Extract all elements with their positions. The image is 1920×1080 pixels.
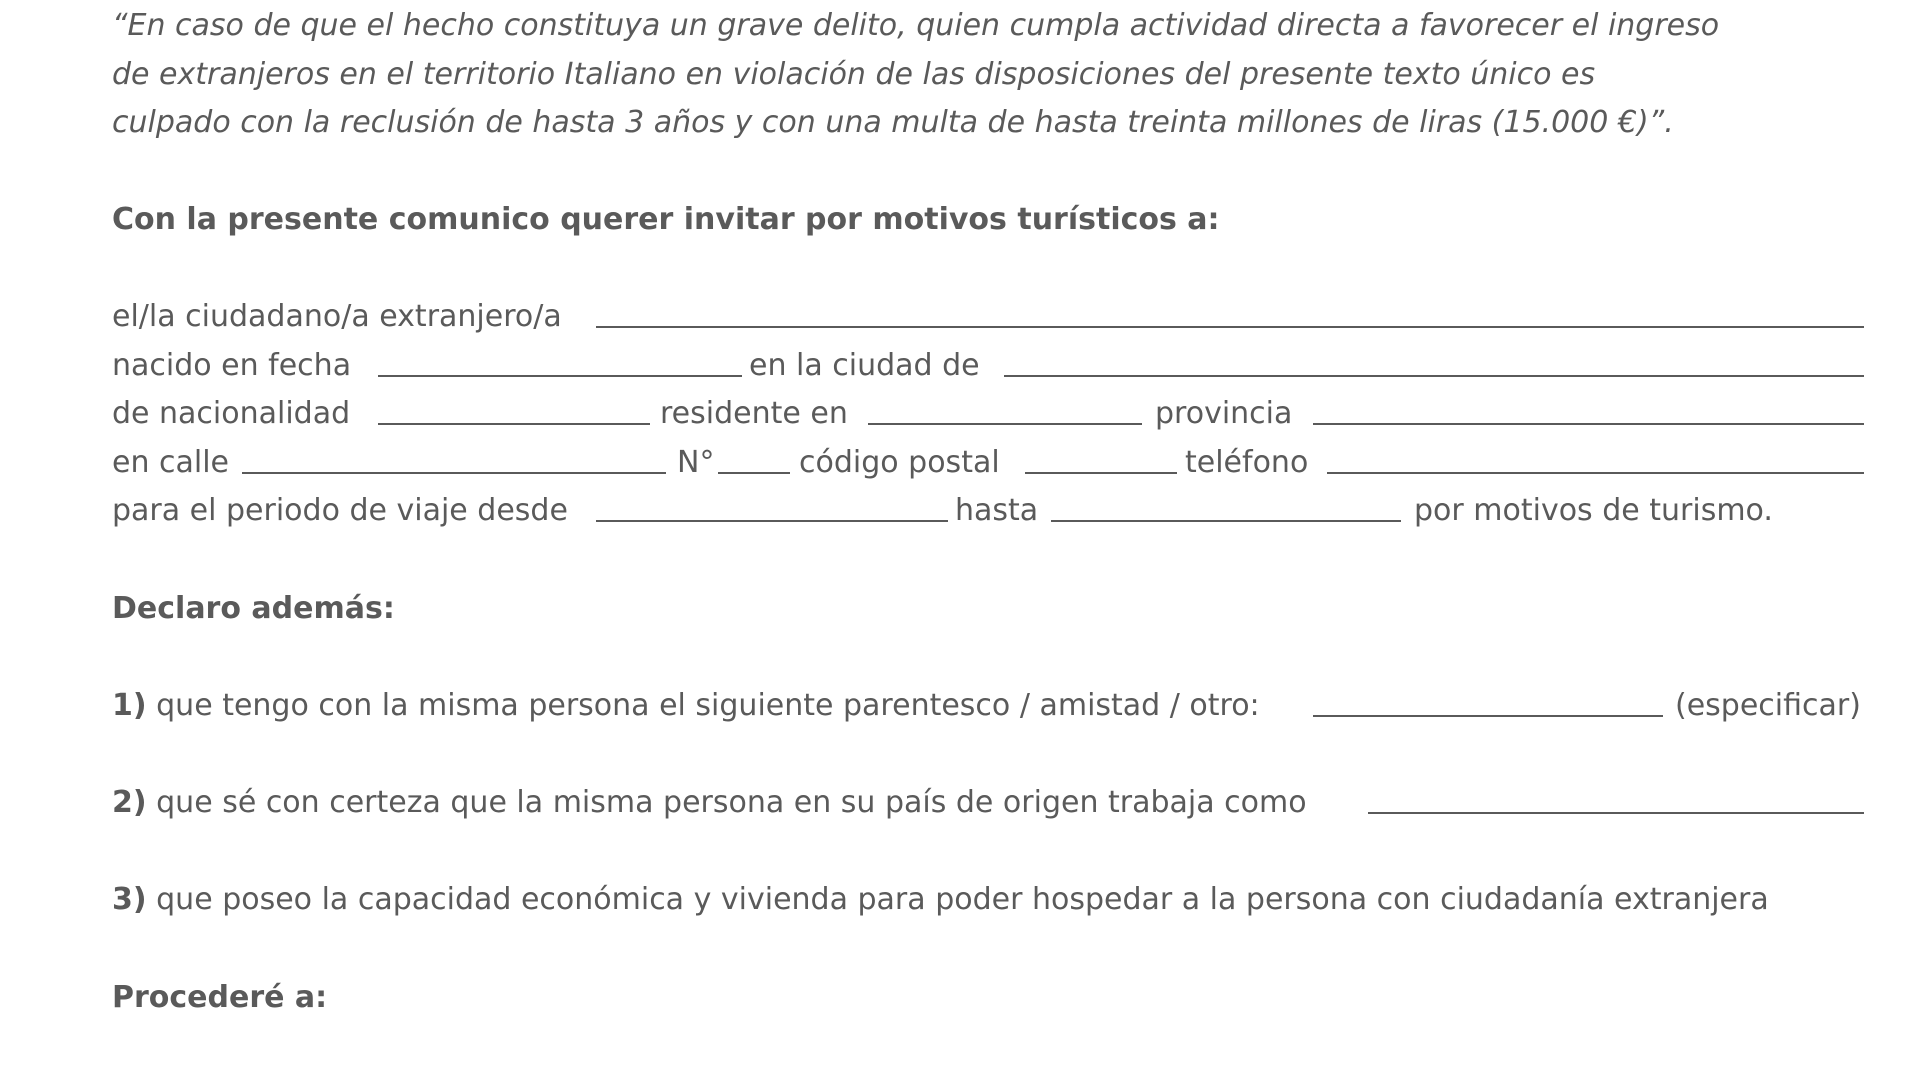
item-text: que poseo la capacidad económica y vivienda para poder hospedar a la persona con ciudadanía extranjera (156, 882, 1769, 917)
number-blank[interactable] (718, 472, 790, 474)
item-text: que sé con certeza que la misma persona en su país de origen trabaja como (156, 785, 1307, 820)
postal-label: código postal (799, 445, 1000, 480)
citizen-label: el/la ciudadano/a extranjero/a (112, 299, 562, 334)
born-date-blank[interactable] (378, 375, 742, 377)
quote-line-1: “En caso de que el hecho constituya un grave delito, quien cumpla actividad directa a favorecer el ingreso (112, 8, 1720, 43)
period-from-blank[interactable] (596, 520, 948, 522)
period-to-blank[interactable] (1051, 520, 1401, 522)
nationality-blank[interactable] (378, 423, 650, 425)
number-label: N° (677, 445, 715, 480)
quote-line-2: de extranjeros en el territorio Italiano en violación de las disposiciones del presente texto único es (112, 57, 1596, 92)
declare-heading: Declaro además: (112, 591, 395, 626)
item-text: que tengo con la misma persona el siguiente parentesco / amistad / otro: (156, 688, 1260, 723)
relationship-blank[interactable] (1313, 715, 1663, 717)
item-number: 2) (112, 785, 147, 820)
nationality-label: de nacionalidad (112, 396, 351, 431)
item-number: 1) (112, 688, 147, 723)
list-item-3 (112, 880, 1769, 920)
period-to-label: hasta (955, 493, 1039, 528)
postal-blank[interactable] (1025, 472, 1177, 474)
born-date-label: nacido en fecha (112, 348, 352, 383)
born-city-blank[interactable] (1004, 375, 1864, 377)
street-label: en calle (112, 445, 230, 480)
resident-label: residente en (660, 396, 848, 431)
province-blank[interactable] (1313, 423, 1864, 425)
list-item-1 (112, 686, 1260, 726)
period-from-label: para el periodo de viaje desde (112, 493, 568, 528)
item-number: 3) (112, 882, 147, 917)
province-label: provincia (1155, 396, 1293, 431)
citizen-blank[interactable] (596, 326, 1864, 328)
specify-note: (especificar) (1675, 688, 1861, 723)
phone-label: teléfono (1185, 445, 1309, 480)
resident-blank[interactable] (868, 423, 1142, 425)
occupation-blank[interactable] (1368, 812, 1864, 814)
phone-blank[interactable] (1327, 472, 1864, 474)
purpose-text: por motivos de turismo. (1414, 493, 1773, 528)
quote-line-3: culpado con la reclusión de hasta 3 años y con una multa de hasta treinta millones de liras (15.000 €)”. (112, 105, 1674, 140)
invite-heading: Con la presente comunico querer invitar por motivos turísticos a: (112, 202, 1220, 237)
list-item-2 (112, 783, 1307, 823)
proceed-heading: Procederé a: (112, 980, 328, 1015)
born-city-label: en la ciudad de (749, 348, 980, 383)
street-blank[interactable] (242, 472, 666, 474)
